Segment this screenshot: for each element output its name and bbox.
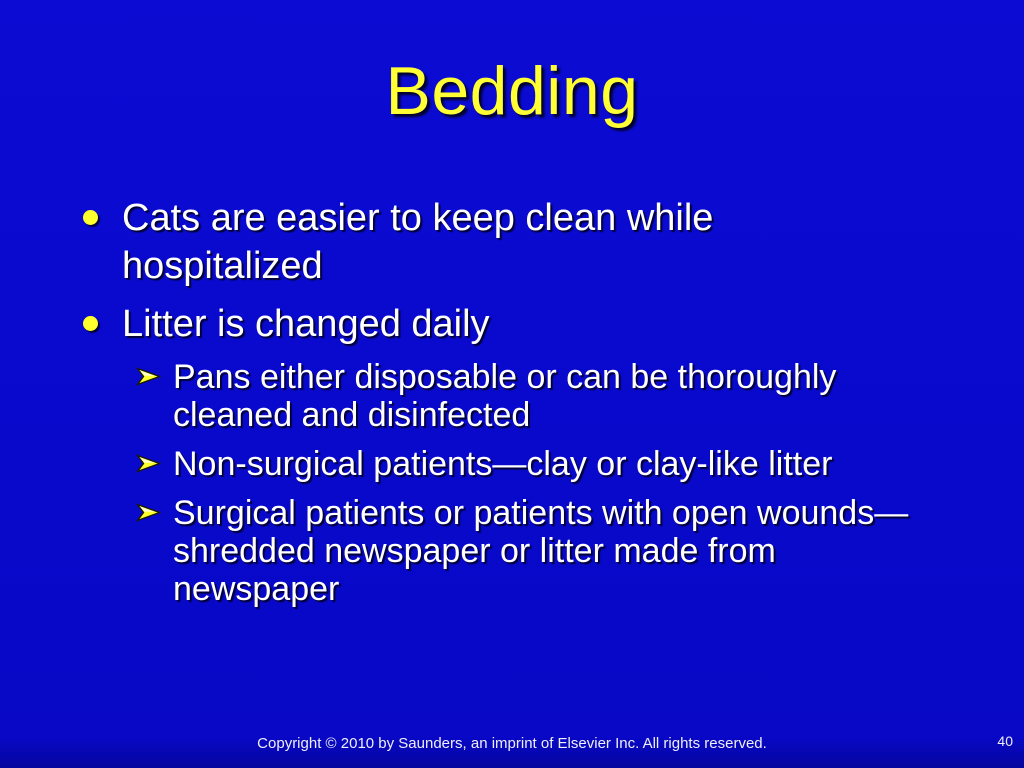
- bullet-text-line: Pans either disposable or can be thoroughly: [173, 358, 837, 396]
- sub-bullet-item: [136, 358, 993, 434]
- sub-bullet-item: [136, 445, 993, 483]
- bullet-text-line: shredded newspaper or litter made from: [173, 532, 776, 570]
- bullet-text-line: Non-surgical patients—clay or clay-like litter: [173, 445, 833, 483]
- circle-bullet-icon: [83, 316, 98, 331]
- slide-title: Bedding: [385, 53, 639, 129]
- bullet-item: [83, 300, 993, 348]
- arrowhead-bullet-icon: [136, 503, 161, 522]
- bullet-text: [173, 445, 993, 483]
- bullet-text-line: cleaned and disinfected: [173, 396, 531, 434]
- copyright-notice: Copyright © 2010 by Saunders, an imprint of Elsevier Inc. All rights reserved.: [257, 735, 767, 752]
- bullet-text: [173, 358, 993, 434]
- circle-bullet-icon: [83, 210, 98, 225]
- sub-bullet-item: [136, 494, 993, 608]
- bullet-text-line: Cats are easier to keep clean while: [122, 197, 714, 239]
- bullet-text-line: newspaper: [173, 570, 340, 608]
- slide-body: [83, 194, 993, 619]
- bullet-text: [173, 494, 993, 608]
- bullet-text-line: Litter is changed daily: [122, 303, 490, 345]
- arrowhead-bullet-icon: [136, 454, 161, 473]
- bullet-text: [122, 300, 993, 348]
- bullet-text-line: Surgical patients or patients with open wounds—: [173, 494, 909, 532]
- slide-number: 40: [997, 733, 1013, 749]
- arrowhead-bullet-icon: [136, 367, 161, 386]
- bullet-text: [122, 194, 993, 290]
- bullet-item: [83, 194, 993, 290]
- bullet-text-line: hospitalized: [122, 245, 323, 287]
